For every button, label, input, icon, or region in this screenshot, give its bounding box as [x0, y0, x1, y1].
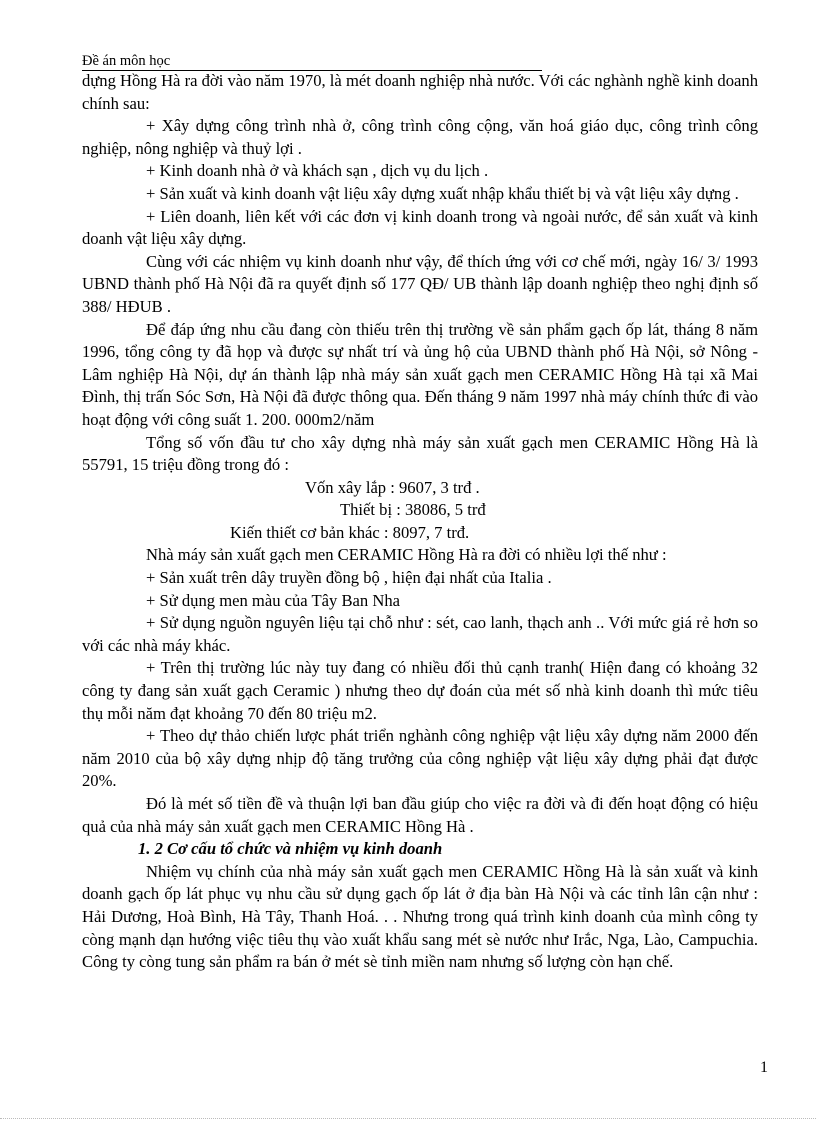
paragraph: + Sản xuất trên dây truyền đồng bộ , hiện đại nhất của Italia .: [146, 568, 552, 588]
paragraph: + Liên doanh, liên kết với các đơn vị kinh doanh trong và ngoài nước, để sản xuất và kinh doanh vật liệu xây dựng.: [82, 206, 758, 249]
capital-line: Kiến thiết cơ bản khác : 8097, 7 trđ.: [230, 522, 470, 542]
capital-line: Thiết bị : 38086, 5 trđ: [340, 500, 486, 520]
paragraph: Nhiệm vụ chính của nhà máy sản xuất gạch men CERAMIC Hồng Hà là sản xuất và kinh doanh gạch ốp lát phục vụ nhu cầu sử dụng gạch ốp lát ở địa bàn Hà Nội và các tỉnh lân cận như : Hải Dương, Hoà Bình, Hà Tây, Thanh Hoá. . . Nhưng trong quá trình kinh doanh của mình công ty còng mạnh dạn hướng việc tiêu thụ vào xuất khẩu sang mét sè nước như Irắc, Nga, Lào, Campuchia. Công ty còng tung sản phẩm ra bán ở mét sè tỉnh miền nam nhưng số lượng còn hạn chế.: [82, 861, 758, 972]
paragraph: + Sản xuất và kinh doanh vật liệu xây dựng xuất nhập khẩu thiết bị và vật liệu xây dựng .: [146, 183, 739, 203]
page-number: 1: [760, 1059, 768, 1076]
paragraph: Nhà máy sản xuất gạch men CERAMIC Hồng Hà ra đời có nhiều lợi thế như :: [146, 545, 667, 565]
paragraph: Cùng với các nhiệm vụ kinh doanh như vậy, để thích ứng với cơ chế mới, ngày 16/ 3/ 1993 UBND thành phố Hà Nội đã ra quyết định số 177 QĐ/ UB thành lập doanh nghiệp theo nghị định số 388/ HĐUB .: [82, 251, 758, 316]
paragraph: + Trên thị trường lúc này tuy đang có nhiều đối thủ cạnh tranh( Hiện đang có khoảng 32 công ty đang sản xuất gạch Ceramic ) nhưng theo dự đoán của mét số nhà kinh doanh thì mức tiêu thụ mỗi năm đạt khoảng 70 đến 80 triệu m2.: [82, 658, 758, 723]
paragraph: + Sử dụng nguồn nguyên liệu tại chỗ như : sét, cao lanh, thạch anh .. Với mức giá rẻ hơn so với các nhà máy khác.: [82, 613, 758, 655]
paragraph: dựng Hồng Hà ra đời vào năm 1970, là mét doanh nghiệp nhà nước. Với các nghành nghề kinh doanh chính sau:: [82, 71, 758, 113]
paragraph: + Theo dự thảo chiến lược phát triển nghành công nghiệp vật liệu xây dựng năm 2000 đến năm 2010 của bộ xây dựng nhịp độ tăng trưởng của công nghiệp vật liệu xây dựng phải đạt được 20%.: [82, 726, 758, 791]
page-header: Đề án môn học: [82, 53, 542, 71]
paragraph: Đó là mét số tiền đề và thuận lợi ban đầu giúp cho việc ra đời và đi đến hoạt động có hiệu quả của nhà máy sản xuất gạch men CERAMIC Hồng Hà .: [82, 794, 758, 836]
section-heading: 1. 2 Cơ cấu tổ chức và nhiệm vụ kinh doanh: [138, 839, 443, 859]
capital-line: Vốn xây lắp : 9607, 3 trđ .: [305, 477, 480, 497]
page-bottom-divider: [0, 1118, 816, 1119]
paragraph: Tổng số vốn đầu tư cho xây dựng nhà máy sản xuất gạch men CERAMIC Hồng Hà là 55791, 15 triệu đồng trong đó :: [82, 432, 758, 475]
paragraph: + Sử dụng men màu của Tây Ban Nha: [146, 590, 400, 610]
paragraph: + Xây dựng công trình nhà ở, công trình công cộng, văn hoá giáo dục, công trình công nghiệp, nông nghiệp và thuỷ lợi .: [82, 116, 758, 158]
document-body: [82, 70, 758, 974]
paragraph: + Kinh doanh nhà ở và khách sạn , dịch vụ du lịch .: [146, 161, 489, 181]
paragraph: Để đáp ứng nhu cầu đang còn thiếu trên thị trường về sản phẩm gạch ốp lát, tháng 8 năm 1996, tổng công ty đã họp và được sự nhất trí và ủng hộ của UBND thành phố Hà Nội, sở Nông - Lâm nghiệp Hà Nội, dự án thành lập nhà máy sản xuất gạch men CERAMIC Hồng Hà tại xã Mai Đình, thị trấn Sóc Sơn, Hà Nội đã được thông qua. Đến tháng 9 năm 1997 nhà máy chính thức đi vào hoạt động với công suất 1. 200. 000m2/năm: [82, 319, 758, 429]
